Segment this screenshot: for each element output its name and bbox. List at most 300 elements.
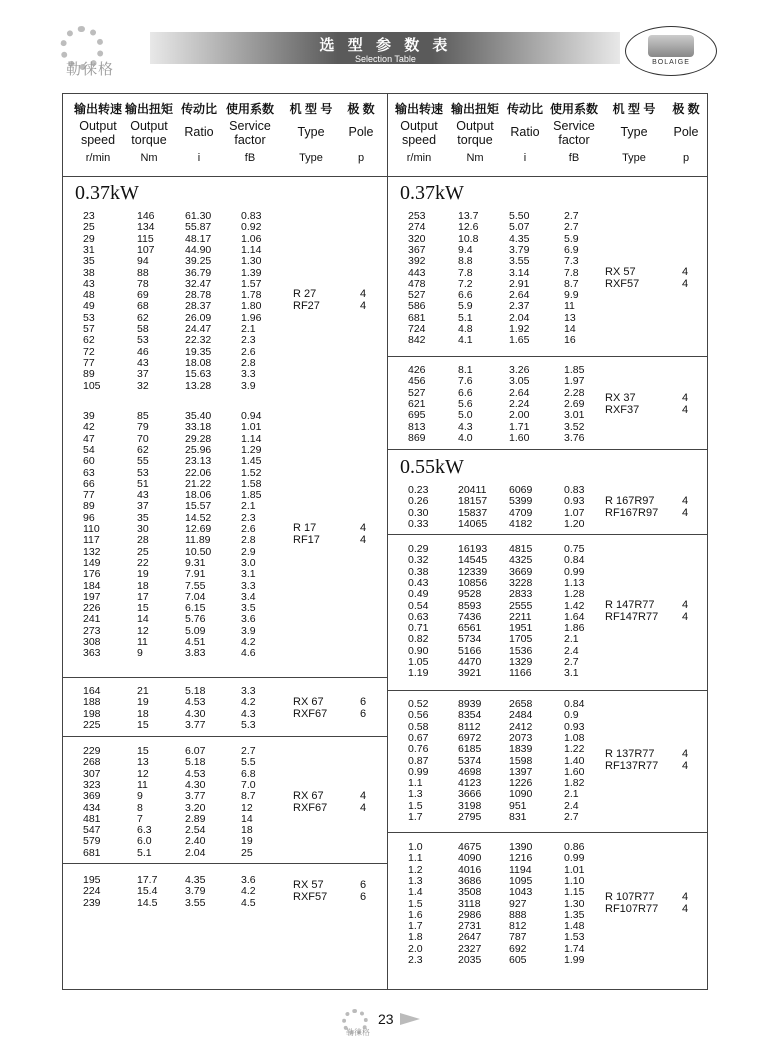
- table-cell: 5.6: [458, 397, 473, 410]
- table-cell: 225: [83, 718, 101, 731]
- table-cell: 63: [83, 466, 95, 479]
- table-cell: 2.7: [564, 210, 579, 222]
- table-cell: 85: [137, 410, 149, 422]
- table-cell: 1.1: [408, 777, 423, 790]
- model-type: RXF37: [605, 403, 640, 416]
- table-cell: 1194: [509, 863, 532, 876]
- table-cell: 0.29: [408, 543, 429, 555]
- table-cell: 115: [137, 232, 154, 245]
- table-cell: 1.60: [564, 765, 585, 778]
- table-cell: 164: [83, 685, 101, 697]
- table-cell: 5.0: [458, 409, 473, 422]
- table-cell: 2.7: [564, 811, 579, 823]
- table-cell: 3.3: [241, 579, 256, 592]
- column-header-en: Output speed: [400, 119, 438, 147]
- table-cell: 25.96: [185, 443, 212, 456]
- table-cell: 3118: [458, 897, 481, 910]
- table-cell: 4.8: [458, 323, 473, 335]
- table-cell: 1.28: [564, 588, 585, 601]
- table-cell: 1.08: [564, 731, 585, 744]
- table-cell: 9: [137, 790, 143, 803]
- column-header-en: Ratio: [510, 125, 540, 139]
- section-divider: [388, 449, 707, 450]
- table-cell: 23.13: [185, 455, 212, 468]
- table-cell: 9.31: [185, 556, 206, 569]
- table-cell: 1.5: [408, 799, 423, 812]
- table-cell: 4470: [458, 656, 482, 668]
- table-cell: 307: [83, 767, 101, 780]
- table-cell: 0.75: [564, 543, 585, 555]
- column-header-en: Service factor: [229, 119, 271, 147]
- table-cell: 14: [564, 323, 576, 335]
- table-cell: 695: [408, 409, 426, 422]
- table-cell: 268: [83, 756, 101, 769]
- table-cell: 1.74: [564, 942, 585, 955]
- table-cell: 25: [83, 221, 95, 234]
- table-cell: 7.04: [185, 590, 206, 603]
- table-cell: 8112: [458, 720, 481, 733]
- table-cell: 23: [83, 210, 95, 222]
- table-cell: 308: [83, 636, 101, 648]
- model-type: RX 57: [293, 878, 324, 891]
- table-cell: 19: [137, 568, 149, 581]
- table-cell: 6069: [509, 484, 533, 496]
- column-header-en: Type: [297, 125, 325, 139]
- table-cell: 2.6: [241, 523, 256, 535]
- group-divider: [388, 832, 707, 833]
- table-cell: 66: [83, 477, 95, 490]
- table-cell: 5.76: [185, 613, 206, 626]
- table-cell: 527: [408, 386, 426, 399]
- table-cell: 2.1: [564, 633, 579, 646]
- table-cell: 7.8: [564, 266, 579, 279]
- model-type: R 17: [293, 522, 317, 535]
- table-cell: 2555: [509, 599, 533, 612]
- table-cell: 4325: [509, 554, 533, 567]
- footer-brand: 勒徕格: [346, 1028, 370, 1037]
- table-cell: 0.94: [241, 410, 262, 422]
- model-pole: 4: [682, 494, 689, 507]
- table-cell: 0.90: [408, 644, 429, 657]
- table-cell: 2.89: [185, 812, 206, 825]
- table-cell: 13: [564, 311, 576, 324]
- table-cell: 1.65: [509, 334, 530, 347]
- table-cell: 1.30: [564, 897, 585, 910]
- table-cell: 8354: [458, 709, 482, 722]
- table-cell: 1.20: [564, 517, 585, 530]
- table-cell: 18.08: [185, 356, 212, 369]
- table-cell: 4.2: [241, 636, 256, 648]
- table-cell: 1.53: [564, 931, 585, 944]
- table-cell: 198: [83, 707, 101, 720]
- table-cell: 2.0: [408, 942, 423, 955]
- column-unit: Nm: [140, 152, 158, 164]
- table-cell: 28.37: [185, 300, 212, 313]
- table-cell: 392: [408, 255, 426, 268]
- column-unit: Type: [622, 152, 646, 164]
- table-cell: 478: [408, 277, 426, 290]
- table-cell: 26.09: [185, 311, 212, 324]
- table-cell: 60: [83, 455, 95, 468]
- table-cell: 105: [83, 379, 101, 392]
- table-cell: 9.4: [458, 243, 473, 256]
- group-divider: [388, 356, 707, 357]
- table-cell: 18: [241, 824, 253, 837]
- model-type: R 147R77: [605, 598, 655, 611]
- table-cell: 239: [83, 896, 101, 909]
- table-cell: 6.3: [137, 824, 152, 837]
- table-cell: 3.1: [564, 667, 579, 680]
- table-cell: 15.63: [185, 368, 212, 381]
- table-cell: 1.39: [241, 266, 262, 279]
- table-cell: 69: [137, 289, 149, 302]
- table-cell: 1.29: [241, 443, 262, 456]
- table-cell: 10.8: [458, 232, 479, 245]
- table-cell: 2658: [509, 698, 533, 710]
- table-cell: 812: [509, 920, 527, 933]
- table-cell: 88: [137, 266, 149, 279]
- table-cell: 3.3: [241, 368, 256, 381]
- column-header-zh: 输出转速: [73, 102, 122, 116]
- table-cell: 12: [137, 624, 149, 637]
- table-cell: 35: [137, 511, 149, 524]
- brand-name: 勒徕格: [66, 60, 115, 78]
- table-cell: 14.5: [137, 896, 158, 909]
- table-cell: 1.86: [564, 622, 585, 635]
- table-cell: 927: [509, 897, 527, 910]
- table-cell: 48: [83, 289, 95, 302]
- table-cell: 184: [83, 579, 101, 592]
- table-cell: 14065: [458, 517, 488, 530]
- table-cell: 7.0: [241, 778, 256, 791]
- table-cell: 0.99: [564, 565, 585, 578]
- table-cell: 1.3: [408, 788, 423, 801]
- model-type: RX 67: [293, 789, 324, 802]
- table-cell: 43: [137, 356, 149, 369]
- table-cell: 5.3: [241, 718, 256, 731]
- table-cell: 1329: [509, 656, 533, 668]
- table-cell: 6.8: [241, 767, 256, 780]
- table-cell: 36.79: [185, 266, 212, 279]
- table-cell: 1397: [509, 765, 533, 778]
- table-cell: 1.58: [241, 477, 262, 490]
- table-cell: 3.5: [241, 602, 256, 615]
- arrow-icon: [400, 1013, 420, 1025]
- table-cell: 1.40: [564, 754, 585, 767]
- table-cell: 4090: [458, 852, 482, 865]
- table-cell: 323: [83, 778, 101, 791]
- table-cell: 456: [408, 375, 426, 388]
- table-cell: 434: [83, 801, 101, 814]
- table-cell: 15: [137, 718, 149, 731]
- model-pole: 4: [682, 391, 689, 404]
- table-cell: 7.8: [458, 266, 473, 279]
- column-unit: fB: [568, 152, 580, 164]
- table-cell: 134: [137, 221, 155, 234]
- table-cell: 15.57: [185, 500, 212, 513]
- table-cell: 681: [83, 846, 101, 859]
- table-cell: 53: [137, 466, 149, 479]
- table-cell: 0.76: [408, 743, 429, 756]
- table-cell: 273: [83, 624, 101, 637]
- table-cell: 8593: [458, 599, 482, 612]
- table-cell: 0.33: [408, 517, 429, 530]
- table-cell: 18: [137, 579, 149, 592]
- table-cell: 1.42: [564, 599, 585, 612]
- table-cell: 1.10: [564, 874, 585, 887]
- table-cell: 89: [83, 368, 95, 381]
- model-pole: 4: [682, 760, 689, 773]
- table-cell: 22: [137, 556, 149, 569]
- table-cell: 2731: [458, 920, 482, 933]
- column-unit: p: [357, 152, 365, 164]
- table-cell: 10856: [458, 576, 488, 589]
- model-type: RF107R77: [605, 903, 659, 916]
- table-cell: 0.71: [408, 622, 429, 635]
- table-cell: 2.6: [241, 345, 256, 358]
- table-cell: 9.9: [564, 289, 579, 302]
- table-cell: 3.4: [241, 590, 256, 603]
- table-cell: 1.15: [564, 886, 585, 899]
- column-header-zh: 传动比: [180, 102, 217, 116]
- gearbox-icon: [648, 35, 694, 57]
- model-type: RXF57: [293, 890, 328, 903]
- selection-table: [62, 93, 708, 990]
- table-cell: 35.40: [185, 410, 212, 422]
- table-cell: 3.83: [185, 647, 206, 660]
- table-cell: 1.71: [509, 420, 530, 433]
- table-cell: 2.40: [185, 835, 206, 848]
- table-cell: 28: [137, 534, 149, 547]
- table-cell: 55: [137, 455, 149, 468]
- table-cell: 3.79: [185, 885, 206, 898]
- column-header-zh: 机 型 号: [612, 102, 656, 116]
- table-cell: 12.6: [458, 221, 479, 234]
- table-cell: 226: [83, 602, 101, 615]
- model-pole: 6: [360, 707, 367, 720]
- table-cell: 4.3: [458, 420, 473, 433]
- table-cell: 1.85: [564, 364, 585, 376]
- model-pole: 4: [360, 789, 367, 802]
- table-cell: 78: [137, 277, 149, 290]
- model-type: R 107R77: [605, 891, 655, 904]
- table-cell: 197: [83, 590, 101, 603]
- table-cell: 6185: [458, 743, 482, 756]
- table-cell: 1.3: [408, 874, 423, 887]
- column-unit: Type: [299, 152, 323, 164]
- table-cell: 0.9: [564, 709, 579, 722]
- column-unit: p: [682, 152, 690, 164]
- table-cell: 3.1: [241, 568, 256, 581]
- table-cell: 49: [83, 300, 95, 313]
- table-cell: 57: [83, 323, 95, 335]
- table-cell: 149: [83, 556, 101, 569]
- table-cell: 0.86: [564, 841, 585, 853]
- table-cell: 62: [137, 443, 149, 456]
- table-cell: 1.01: [241, 421, 262, 434]
- table-cell: 1.0: [408, 841, 423, 853]
- table-cell: 3.79: [509, 243, 530, 256]
- column-unit: i: [197, 152, 201, 164]
- table-cell: 4.30: [185, 778, 206, 791]
- table-cell: 274: [408, 221, 426, 234]
- table-cell: 0.83: [241, 210, 262, 222]
- table-cell: 38: [83, 266, 95, 279]
- table-cell: 2.64: [509, 289, 530, 302]
- table-cell: 53: [137, 334, 149, 347]
- table-cell: 363: [83, 647, 101, 660]
- table-cell: 4.0: [458, 431, 473, 444]
- table-cell: 9: [137, 647, 143, 660]
- table-cell: 1090: [509, 788, 533, 801]
- table-cell: 8.7: [564, 277, 579, 290]
- model-pole: 4: [360, 534, 367, 547]
- table-cell: 1166: [509, 667, 532, 680]
- table-cell: 4698: [458, 765, 482, 778]
- table-cell: 0.26: [408, 495, 429, 508]
- table-cell: 951: [509, 799, 527, 812]
- model-pole: 4: [682, 891, 689, 904]
- table-cell: 787: [509, 931, 527, 944]
- column-unit: r/min: [85, 152, 111, 164]
- table-cell: 1.64: [564, 610, 585, 623]
- table-cell: 8: [137, 801, 143, 814]
- section-title: 0.37kW: [400, 182, 464, 204]
- table-cell: 5.18: [185, 756, 206, 769]
- table-cell: 7.91: [185, 568, 206, 581]
- model-pole: 4: [682, 598, 689, 611]
- table-cell: 6.6: [458, 386, 473, 399]
- section-title: 0.37kW: [75, 182, 139, 204]
- model-type: RF17: [293, 534, 320, 547]
- table-cell: 2.9: [241, 545, 256, 558]
- table-cell: 15.4: [137, 885, 158, 898]
- table-cell: 70: [137, 432, 149, 445]
- table-cell: 2833: [509, 588, 533, 601]
- table-cell: 1.96: [241, 311, 262, 324]
- table-cell: 1.85: [241, 489, 262, 502]
- table-cell: 13.28: [185, 379, 212, 392]
- table-cell: 5399: [509, 495, 533, 508]
- table-cell: 54: [83, 443, 95, 456]
- table-cell: 176: [83, 568, 101, 581]
- model-pole: 4: [360, 522, 367, 535]
- table-cell: 10.50: [185, 545, 212, 558]
- table-cell: 11: [564, 300, 575, 313]
- table-cell: 2484: [509, 709, 533, 722]
- table-cell: 2.54: [185, 824, 206, 837]
- table-cell: 6.07: [185, 745, 206, 757]
- table-cell: 11.89: [185, 534, 211, 547]
- table-cell: 68: [137, 300, 149, 313]
- table-cell: 132: [83, 545, 101, 558]
- table-cell: 18: [137, 707, 149, 720]
- table-cell: 0.43: [408, 576, 429, 589]
- table-cell: 37: [137, 500, 149, 513]
- table-cell: 4016: [458, 863, 482, 876]
- table-cell: 2.1: [564, 788, 579, 801]
- table-cell: 2.7: [564, 221, 579, 234]
- table-cell: 8.7: [241, 790, 256, 803]
- model-pole: 4: [682, 903, 689, 916]
- table-cell: 43: [83, 277, 95, 290]
- table-cell: 21: [137, 685, 149, 697]
- column-header-zh: 输出扭矩: [124, 102, 173, 116]
- model-pole: 4: [682, 277, 689, 290]
- table-cell: 14: [137, 613, 149, 626]
- table-cell: 1.22: [564, 743, 585, 756]
- column-unit: r/min: [406, 152, 432, 164]
- column-unit: i: [523, 152, 527, 164]
- table-cell: 1839: [509, 743, 533, 756]
- table-cell: 1951: [509, 622, 533, 635]
- table-cell: 369: [83, 790, 101, 803]
- table-cell: 0.84: [564, 554, 585, 567]
- table-cell: 72: [83, 345, 95, 358]
- table-cell: 4.30: [185, 707, 206, 720]
- column-header-zh: 极 数: [347, 102, 375, 116]
- column-header-zh: 使用系数: [225, 102, 274, 116]
- table-cell: 527: [408, 289, 426, 302]
- group-divider: [63, 736, 387, 737]
- table-cell: 1.92: [509, 323, 530, 335]
- table-cell: 5.1: [458, 311, 473, 324]
- table-cell: 3.55: [509, 255, 530, 268]
- table-cell: 4709: [509, 506, 533, 519]
- table-cell: 4.2: [241, 885, 256, 898]
- table-cell: 2.4: [564, 799, 579, 812]
- table-cell: 8939: [458, 698, 482, 710]
- table-cell: 77: [83, 489, 95, 502]
- column-divider: [387, 94, 388, 989]
- table-cell: 43: [137, 489, 149, 502]
- table-cell: 1.5: [408, 897, 423, 910]
- table-cell: 3228: [509, 576, 533, 589]
- table-cell: 5.09: [185, 624, 206, 637]
- table-cell: 12: [241, 801, 253, 814]
- table-cell: 2.04: [185, 846, 206, 859]
- column-header-zh: 使用系数: [549, 102, 598, 116]
- model-pole: 4: [682, 403, 689, 416]
- table-cell: 20411: [458, 484, 487, 496]
- table-cell: 426: [408, 364, 426, 376]
- table-cell: 6561: [458, 622, 482, 635]
- table-cell: 2327: [458, 942, 482, 955]
- table-cell: 0.30: [408, 506, 429, 519]
- column-header-en: Pole: [348, 125, 374, 139]
- table-cell: 15837: [458, 506, 488, 519]
- table-cell: 5.07: [509, 221, 530, 234]
- table-cell: 4.35: [509, 232, 530, 245]
- table-cell: 39: [83, 410, 95, 422]
- table-cell: 3.9: [241, 379, 256, 392]
- table-cell: 117: [83, 534, 100, 547]
- table-cell: 0.58: [408, 720, 429, 733]
- table-cell: 58: [137, 323, 149, 335]
- page-number: 23: [378, 1011, 394, 1027]
- model-pole: 4: [360, 288, 367, 301]
- table-cell: 4.1: [458, 334, 473, 347]
- model-type: R 137R77: [605, 748, 655, 761]
- table-cell: 4123: [458, 777, 482, 790]
- table-cell: 320: [408, 232, 426, 245]
- table-cell: 5374: [458, 754, 482, 767]
- model-type: RF147R77: [605, 610, 659, 623]
- table-cell: 12: [137, 767, 149, 780]
- table-cell: 28.78: [185, 289, 212, 302]
- table-cell: 224: [83, 885, 101, 898]
- table-cell: 4.53: [185, 696, 206, 709]
